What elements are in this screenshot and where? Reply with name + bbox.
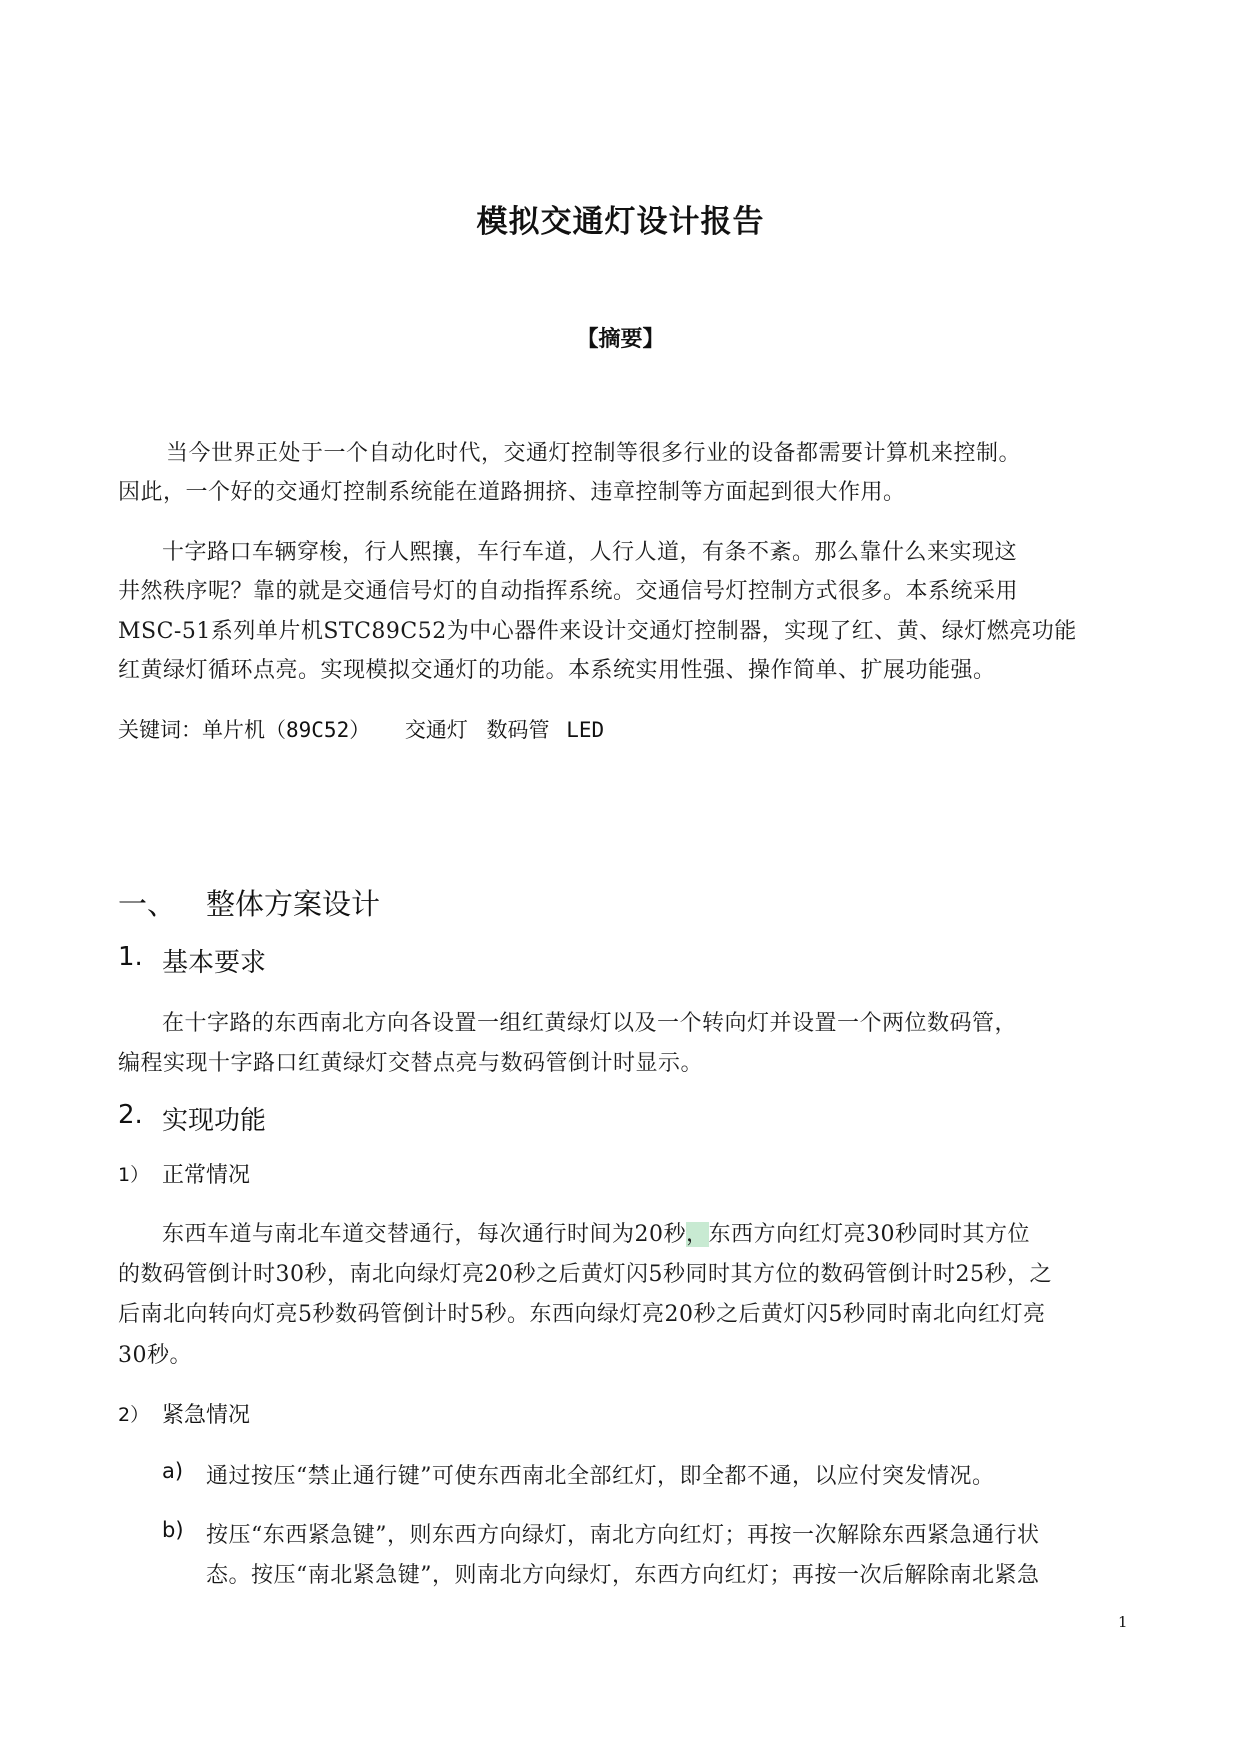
page-number: 1: [1118, 1613, 1128, 1631]
section-title: 整体方案设计: [206, 887, 381, 921]
keyword-item: 交通灯: [404, 718, 468, 742]
abstract-heading: 【摘要】: [576, 327, 665, 352]
emergency-a-line1: 通过按压“禁止通行键”可使东西南北全部红灯，即全都不通，以应付突发情况。: [206, 1464, 995, 1489]
subsection-title: 基本要求: [162, 948, 267, 978]
abstract-p2-line4: 红黄绿灯循环点亮。实现模拟交通灯的功能。本系统实用性强、操作简单、扩展功能强。: [118, 658, 996, 683]
abstract-p1-line1: 当今世界正处于一个自动化时代，交通灯控制等很多行业的设备都需要计算机来控制。: [166, 441, 1022, 466]
normal-case-line3: 后南北向转向灯亮5秒数码管倒计时5秒。东西向绿灯亮20秒之后黄灯闪5秒同时南北向红灯亮: [118, 1302, 1046, 1327]
normal-case-line2: 的数码管倒计时30秒，南北向绿灯亮20秒之后黄灯闪5秒同时其方位的数码管倒计时25秒，之: [118, 1262, 1052, 1287]
keyword-item: 单片机（89C52）: [202, 718, 371, 742]
abstract-p1-line2: 因此，一个好的交通灯控制系统能在道路拥挤、违章控制等方面起到很大作用。: [118, 480, 906, 505]
emergency-b-line2: 态。按压“南北紧急键”，则南北方向绿灯，东西方向红灯；再按一次后解除南北紧急: [206, 1563, 1040, 1588]
text-run: 东西车道与南北车道交替通行，每次通行时间为20秒: [162, 1222, 686, 1247]
subsection-number: 1.: [118, 942, 143, 972]
section-number: 一、: [118, 887, 177, 921]
emergency-b-line1: 按压“东西紧急键”，则东西方向绿灯，南北方向红灯；再按一次解除东西紧急通行状: [206, 1523, 1040, 1548]
document-title: 模拟交通灯设计报告: [476, 204, 765, 240]
normal-case-line1: [162, 1217, 1030, 1248]
item-number: 2）: [118, 1404, 150, 1426]
basic-req-line1: 在十字路的东西南北方向各设置一组红黄绿灯以及一个转向灯并设置一个两位数码管，: [162, 1011, 1018, 1036]
subsection-number: 2.: [118, 1100, 143, 1130]
abstract-p2-line2: 井然秩序呢？靠的就是交通信号灯的自动指挥系统。交通信号灯控制方式很多。本系统采用: [118, 579, 1019, 604]
keywords-line: [118, 714, 604, 744]
list-marker: a): [162, 1459, 184, 1483]
item-title: 正常情况: [162, 1163, 251, 1188]
text-run: 东西方向红灯亮30秒同时其方位: [708, 1222, 1031, 1247]
item-title: 紧急情况: [162, 1403, 251, 1428]
list-marker: b): [162, 1518, 184, 1542]
normal-case-line4: 30秒。: [118, 1343, 192, 1368]
keyword-item: LED: [566, 718, 605, 742]
abstract-p2-line3: MSC-51系列单片机STC89C52为中心器件来设计交通灯控制器，实现了红、黄、绿灯燃亮功能: [118, 619, 1077, 644]
subsection-title: 实现功能: [162, 1106, 267, 1136]
highlighted-text: ，: [686, 1222, 709, 1247]
abstract-p2-line1: 十字路口车辆穿梭，行人熙攘，车行车道，人行人道，有条不紊。那么靠什么来实现这: [162, 540, 1018, 565]
keyword-item: 数码管: [486, 718, 550, 742]
keywords-label: 关键词：: [118, 718, 202, 742]
basic-req-line2: 编程实现十字路口红黄绿灯交替点亮与数码管倒计时显示。: [118, 1051, 704, 1076]
item-number: 1）: [118, 1164, 150, 1186]
